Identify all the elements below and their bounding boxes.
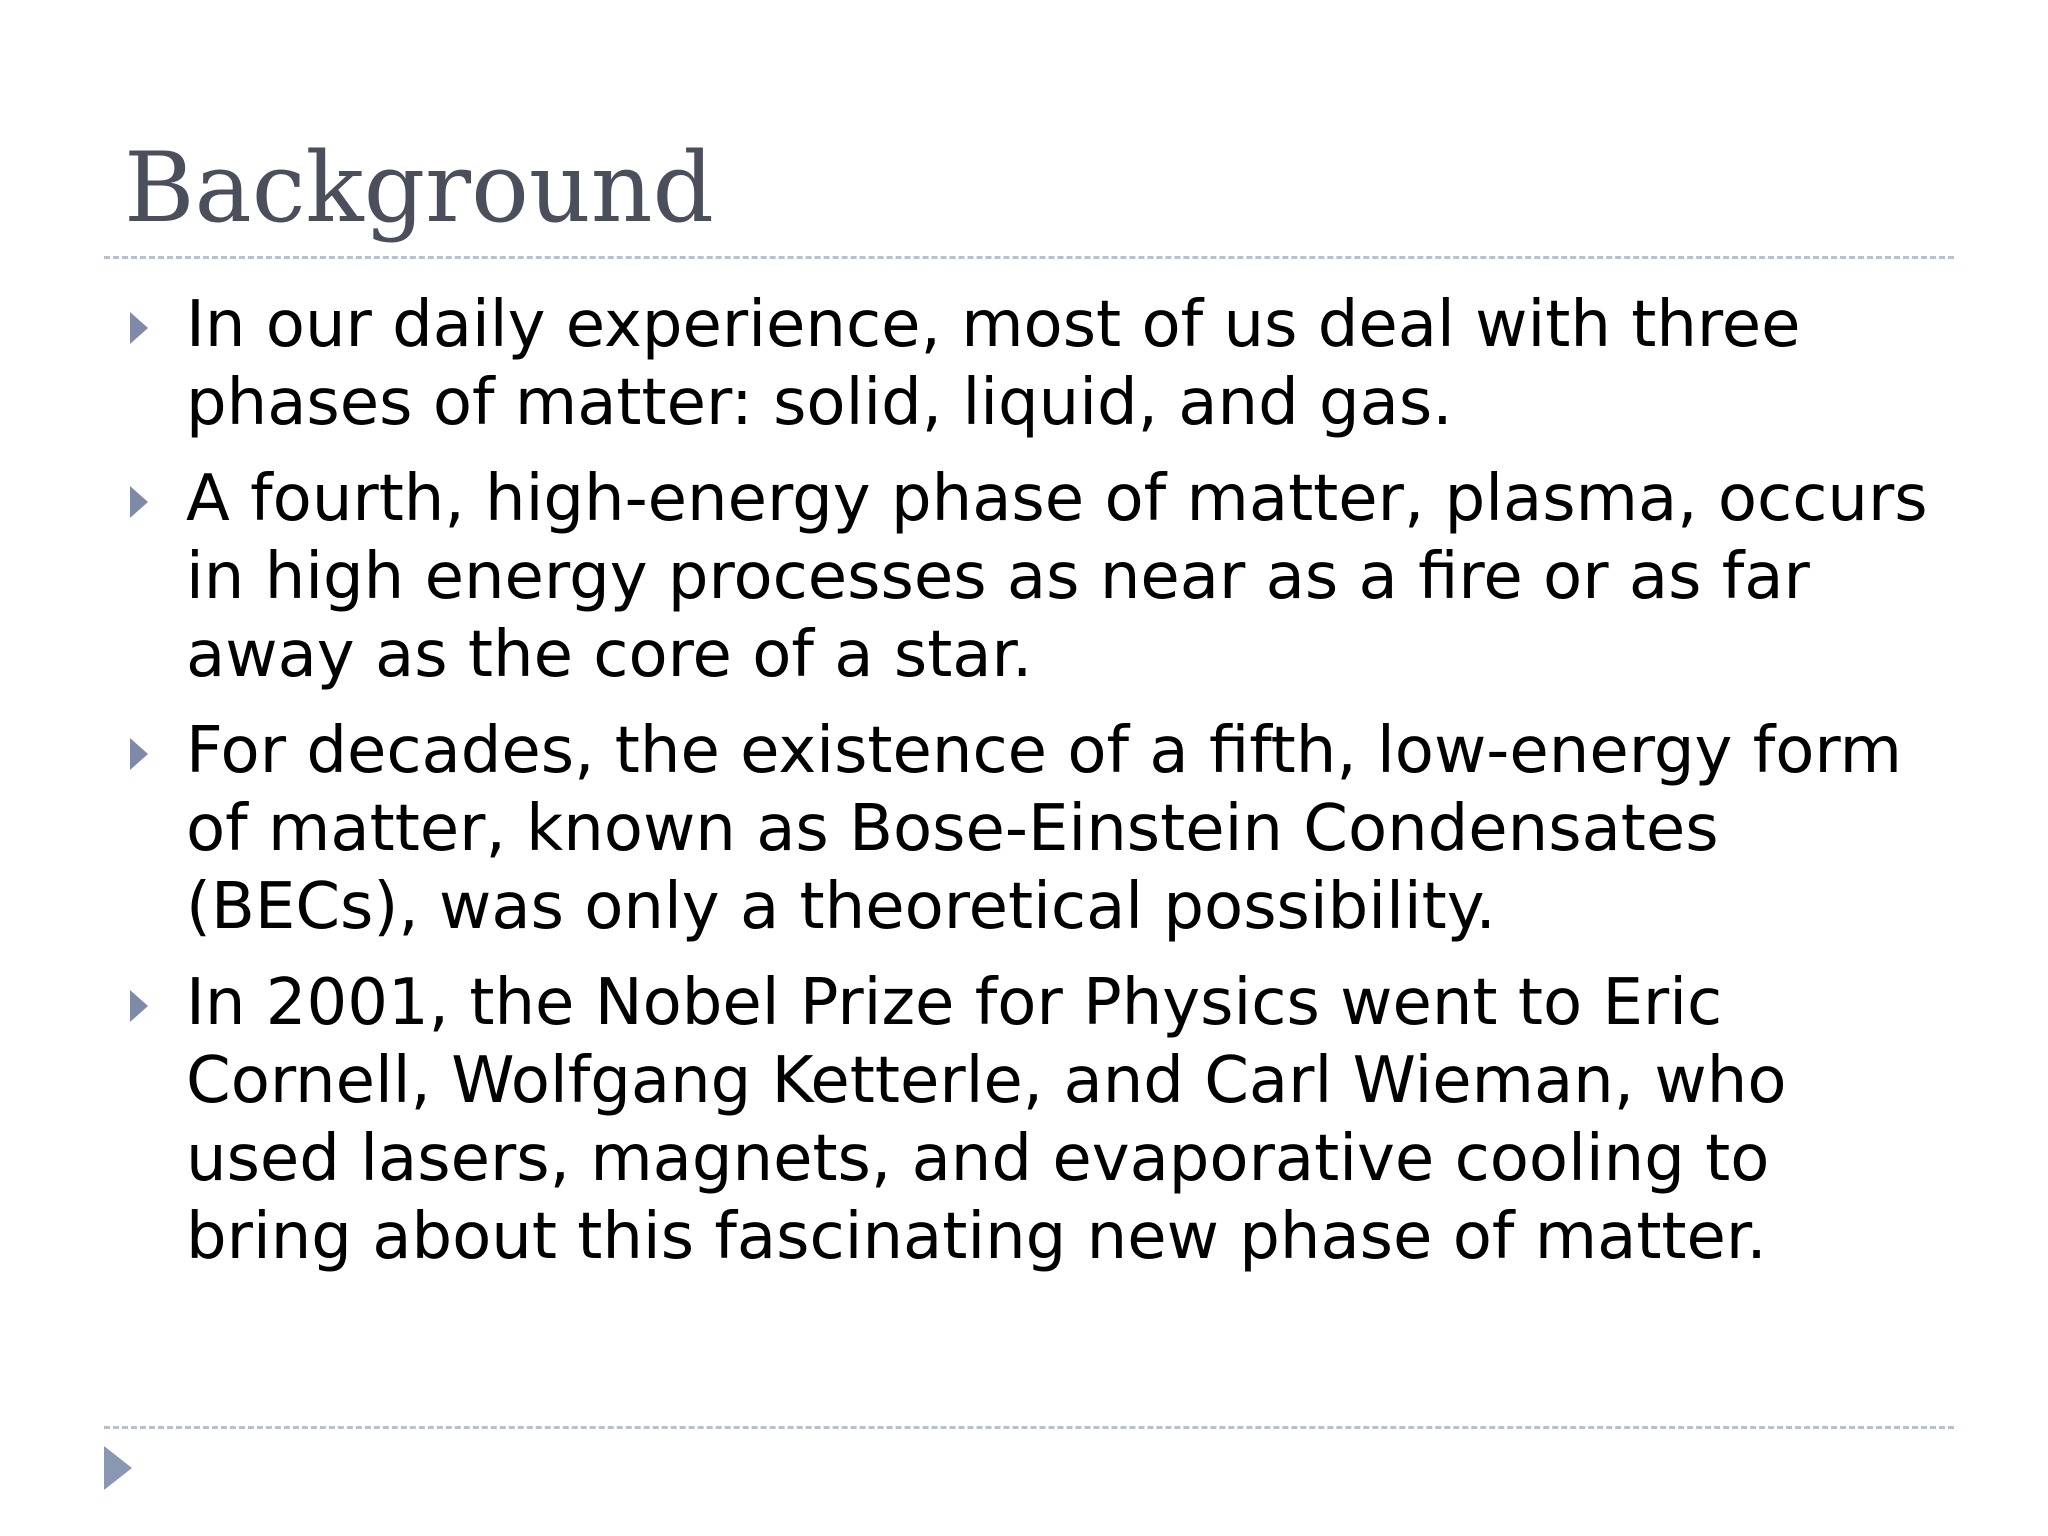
bullet-text: In our daily experience, most of us deal with three phases of matter: solid, liquid, and gas.: [186, 288, 1801, 440]
footer-triangle-right-icon: [104, 1446, 132, 1490]
footer-divider: [104, 1426, 1954, 1429]
title-divider: [104, 256, 1954, 259]
triangle-right-icon: [130, 486, 148, 518]
triangle-right-icon: [130, 738, 148, 770]
triangle-right-icon: [130, 312, 148, 344]
slide-title: Background: [124, 132, 714, 244]
bullet-item: [124, 712, 1944, 946]
bullet-item: [124, 286, 1944, 442]
bullet-text: For decades, the existence of a fifth, low-energy form of matter, known as Bose-Einstein Condensates (BECs), was only a theoretical possibility.: [186, 714, 1902, 944]
bullet-list: [124, 286, 1944, 1294]
bullet-text: A fourth, high-energy phase of matter, plasma, occurs in high energy processes as near as a fire or as far away as the core of a star.: [186, 462, 1928, 692]
triangle-right-icon: [130, 990, 148, 1022]
bullet-item: [124, 460, 1944, 694]
bullet-text: In 2001, the Nobel Prize for Physics went to Eric Cornell, Wolfgang Ketterle, and Carl Wieman, who used lasers, magnets, and evaporative cooling to bring about this fascinating new phase of matter.: [186, 966, 1787, 1274]
bullet-item: [124, 964, 1944, 1276]
